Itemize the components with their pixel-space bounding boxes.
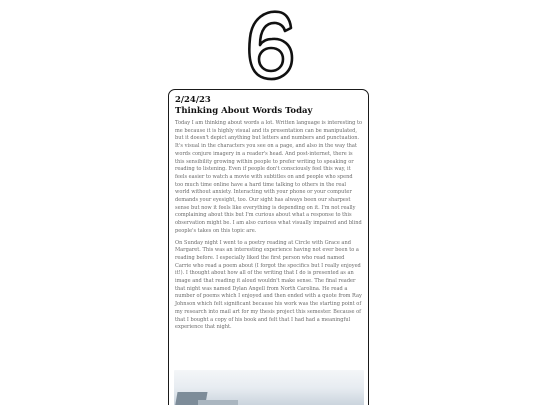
post-body: [175, 120, 362, 332]
number-six-logo-icon: [246, 8, 296, 82]
blog-post-card: [168, 89, 369, 405]
post-image-shape: [198, 400, 238, 405]
post-image[interactable]: [174, 370, 364, 405]
post-paragraph: On Sunday night I went to a poetry reading at Circle with Grace and Margaret. This was an interesting experience having not ever been to a reading before. I especially liked the first person who read named Carrie who read a poem about (I forgot the specifics but I really enjoyed it!). I thought about how all of the writing that I do is presented as an image and that reading it aloud wouldn't make sense. The final reader that night was named Dylan Angell from North Carolina. He read a number of poems which I enjoyed and then ended with a quote from Ray Johnson which felt significant because his work was the starting point of my research into mail art for my thesis project this semester. Because of that I bought a copy of his book and felt that I had had a meaningful experience that night.: [175, 239, 362, 331]
post-title[interactable]: Thinking About Words Today: [175, 106, 313, 116]
post-date: 2/24/23: [175, 95, 211, 105]
post-paragraph: Today I am thinking about words a lot. Written language is interesting to me because it is highly visual and its presentation can be manipulated, but it doesn't depict anything but letters and numbers and punctuation. It's visual in the characters you see on a page, and also in the way that words conjure imagery in a reader's head. And post-internet, there is this sensibility growing within people to prefer writing to speaking or reading to listening. Even if people don't consciously feel this way, it feels easier to watch a movie with subtitles on and people who spend too much time online have a hard time talking to others in the real world without anxiety. Interacting with your phone or your computer demands your eyesight, too. Our sight has always been our sharpest sense but now it feels like everything is depending on it. I'm not really complaining about this but I'm curious about what a response to this observation might be. I am also curious what visually impaired and blind people's takes on this topic are.: [175, 120, 363, 234]
